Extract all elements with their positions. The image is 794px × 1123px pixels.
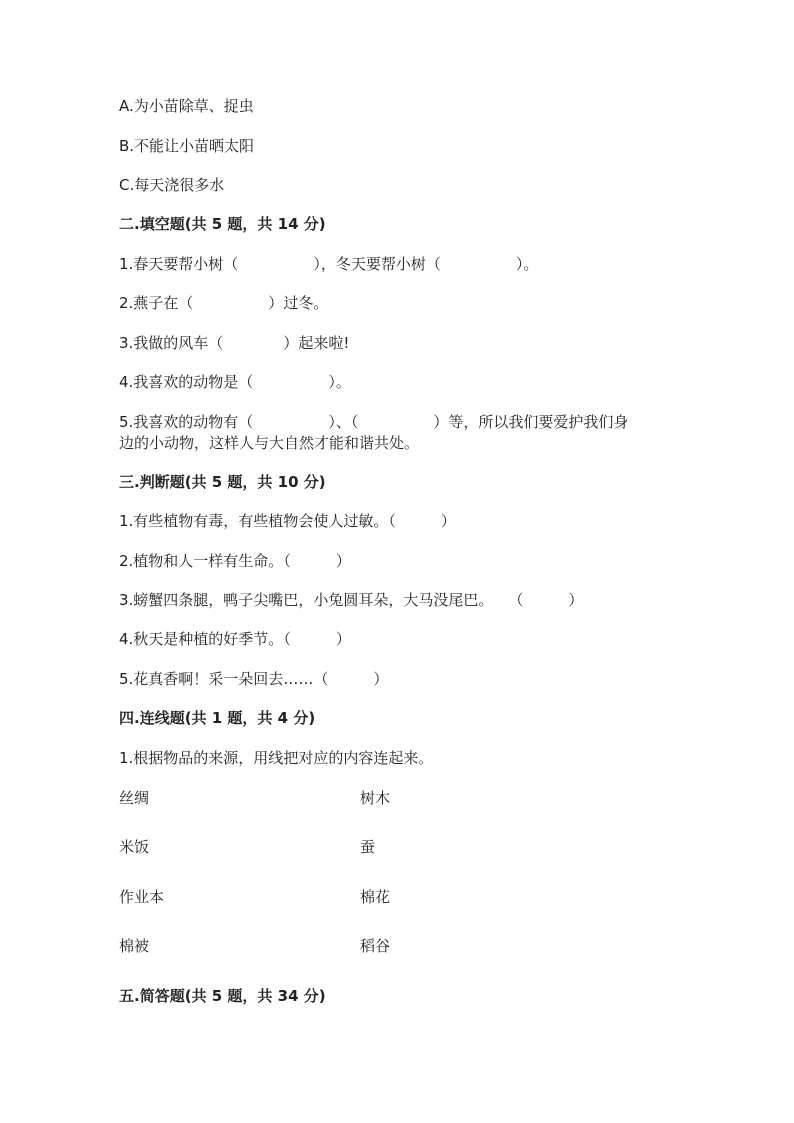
question-line: 5.花真香啊！采一朵回去……（ ） [119, 670, 389, 688]
match-left-item: 丝绸 [119, 789, 150, 807]
question-line: 1.有些植物有毒，有些植物会使人过敏。（ ） [119, 512, 456, 530]
question-line: 3.螃蟹四条腿，鸭子尖嘴巴，小兔圆耳朵，大马没尾巴。 （ ） [119, 591, 584, 609]
match-right-item: 棉花 [360, 888, 391, 906]
match-left-item: 米饭 [119, 838, 150, 856]
match-left-item: 棉被 [119, 937, 150, 955]
match-right-item: 树木 [360, 789, 391, 807]
match-left-item: 作业本 [119, 888, 165, 906]
question-line: 1.根据物品的来源，用线把对应的内容连起来。 [119, 749, 434, 767]
option-b: B.不能让小苗晒太阳 [119, 137, 255, 155]
question-line: 4.秋天是种植的好季节。（ ） [119, 630, 351, 648]
question-line: 1.春天要帮小树（ ），冬天要帮小树（ ）。 [119, 255, 539, 273]
question-line: 2.植物和人一样有生命。（ ） [119, 552, 351, 570]
option-c: C.每天浇很多水 [119, 176, 225, 194]
question-line: 2.燕子在（ ）过冬。 [119, 294, 329, 312]
section-heading-short-answer: 五.简答题(共 5 题，共 34 分) [119, 987, 326, 1005]
section-heading-fill-blank: 二.填空题(共 5 题，共 14 分) [119, 215, 326, 233]
question-line: 4.我喜欢的动物是（ ）。 [119, 373, 351, 391]
question-line-continued: 边的小动物，这样人与大自然才能和谐共处。 [119, 434, 420, 452]
section-heading-matching: 四.连线题(共 1 题，共 4 分) [119, 709, 316, 727]
match-right-item: 稻谷 [360, 937, 391, 955]
match-right-item: 蚕 [360, 838, 376, 856]
question-line: 3.我做的风车（ ）起来啦! [119, 334, 350, 352]
section-heading-true-false: 三.判断题(共 5 题，共 10 分) [119, 473, 326, 491]
option-a: A.为小苗除草、捉虫 [119, 97, 254, 115]
question-line: 5.我喜欢的动物有（ ）、（ ）等，所以我们要爱护我们身 [119, 413, 629, 431]
